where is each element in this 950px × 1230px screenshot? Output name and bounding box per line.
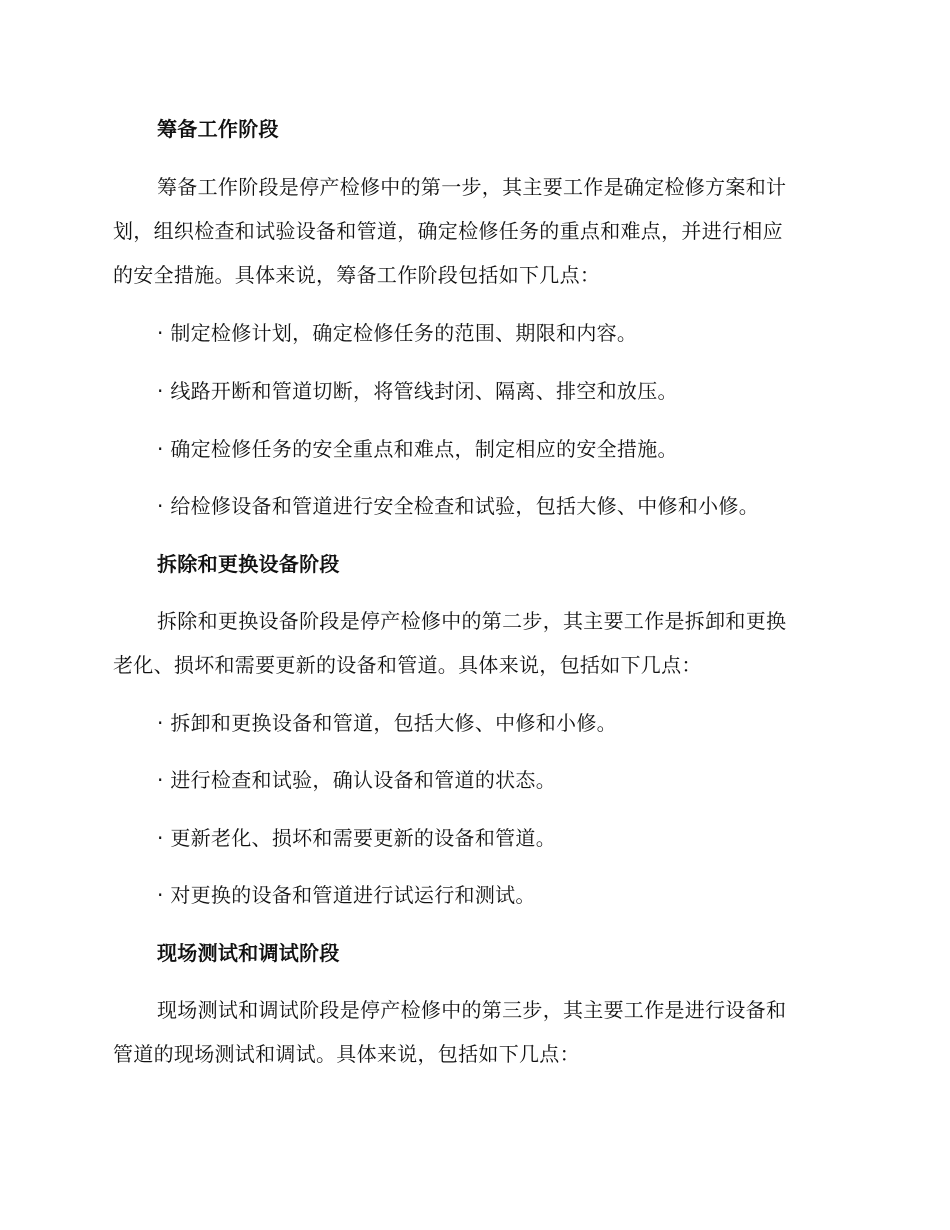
bullet-item: · 给检修设备和管道进行安全检查和试验，包括大修、中修和小修。 [157, 494, 760, 518]
bullet-item: · 拆卸和更换设备和管道，包括大修、中修和小修。 [157, 711, 617, 735]
section-heading: 拆除和更换设备阶段 [157, 552, 340, 576]
paragraph-line: 的安全措施。具体来说，筹备工作阶段包括如下几点： [113, 263, 601, 287]
paragraph-line: 老化、损坏和需要更新的设备和管道。具体来说，包括如下几点： [113, 653, 702, 677]
paragraph-line: 划，组织检查和试验设备和管道，确定检修任务的重点和难点，并进行相应 [113, 219, 783, 243]
paragraph-line: 拆除和更换设备阶段是停产检修中的第二步，其主要工作是拆卸和更换 [157, 609, 787, 633]
section-heading: 现场测试和调试阶段 [157, 941, 340, 965]
section-heading: 筹备工作阶段 [157, 117, 279, 141]
paragraph-line: 管道的现场测试和调试。具体来说，包括如下几点： [113, 1042, 580, 1066]
bullet-item: · 对更换的设备和管道进行试运行和测试。 [157, 883, 536, 907]
bullet-item: · 制定检修计划，确定检修任务的范围、期限和内容。 [157, 321, 638, 345]
bullet-item: · 更新老化、损坏和需要更新的设备和管道。 [157, 826, 557, 850]
bullet-item: · 确定检修任务的安全重点和难点，制定相应的安全措施。 [157, 437, 678, 461]
paragraph-line: 筹备工作阶段是停产检修中的第一步，其主要工作是确定检修方案和计 [157, 175, 787, 199]
paragraph-line: 现场测试和调试阶段是停产检修中的第三步，其主要工作是进行设备和 [157, 998, 787, 1022]
bullet-item: · 进行检查和试验，确认设备和管道的状态。 [157, 768, 557, 792]
bullet-item: · 线路开断和管道切断，将管线封闭、隔离、排空和放压。 [157, 379, 678, 403]
